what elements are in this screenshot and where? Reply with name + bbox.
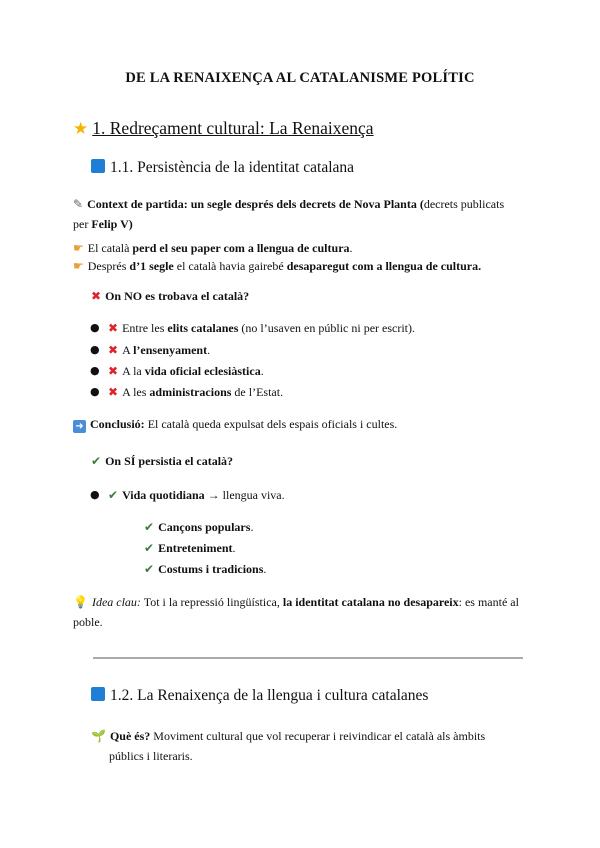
- section-1-heading-text: 1. Redreçament cultural: La Renaixença: [92, 118, 374, 138]
- item-pre: A les: [122, 385, 150, 399]
- tool-icon: ✎: [73, 197, 84, 211]
- cross-icon: ✖: [108, 343, 119, 357]
- subsection-1-1-heading-text: 1.1. Persistència de la identitat catalana: [110, 159, 355, 176]
- check-icon: ✔: [144, 541, 155, 555]
- point-1-bold: perd el seu paper com a llengua de cultura: [132, 241, 350, 255]
- where-yes-heading-text: On SÍ persistia el català?: [105, 454, 234, 468]
- subitem-period: .: [232, 541, 236, 555]
- context-paragraph: [73, 194, 533, 234]
- check-icon: ✔: [108, 488, 119, 502]
- bullet-icon: ●: [90, 364, 100, 377]
- cross-icon: ✖: [91, 289, 102, 303]
- key-idea-label: Idea clau:: [91, 595, 141, 609]
- subitem-text: Costums i tradicions: [158, 562, 264, 576]
- check-icon: ✔: [91, 454, 102, 468]
- cross-icon: ✖: [108, 364, 119, 378]
- document-title: DE LA RENAIXENÇA AL CATALANISME POLÍTIC: [125, 70, 475, 86]
- bullet-icon: ●: [90, 488, 100, 501]
- conclusion-label: Conclusió:: [90, 417, 145, 431]
- item-bold: l’ensenyament: [133, 343, 208, 357]
- cross-icon: ✖: [108, 385, 119, 399]
- item-pre: A: [122, 343, 134, 357]
- context-line2-pre: per: [73, 217, 92, 231]
- where-yes-heading: [91, 451, 233, 471]
- where-yes-subitem: [144, 538, 236, 558]
- point-1-pre: El català: [87, 241, 133, 255]
- subitem-text: Cançons populars: [158, 520, 251, 534]
- item-bold: administracions: [149, 385, 232, 399]
- subsection-1-1-heading: [91, 159, 354, 177]
- where-not-item: [108, 318, 415, 338]
- what-is-label: Què és?: [109, 729, 151, 743]
- point-1-post: .: [349, 241, 353, 255]
- where-yes-item: [108, 485, 285, 505]
- point-2-mid: el català havia gairebé: [173, 259, 287, 273]
- item-post: .: [260, 364, 264, 378]
- check-icon: ✔: [144, 520, 155, 534]
- horizontal-divider: [93, 657, 523, 659]
- where-not-heading-text: On NO es trobava el català?: [105, 289, 250, 303]
- what-is-paragraph: [91, 726, 529, 766]
- where-not-item: [108, 340, 210, 360]
- pointing-hand-icon: ☛: [73, 259, 84, 273]
- point-2-pre: Després: [87, 259, 130, 273]
- where-not-heading: [91, 286, 249, 306]
- conclusion-text: El català queda expulsat dels espais oficials i cultes.: [144, 417, 398, 431]
- key-idea-paragraph: [73, 592, 533, 632]
- what-is-text: Moviment cultural que vol recuperar i reivindicar el català als àmbits: [150, 729, 486, 743]
- check-icon: ✔: [144, 562, 155, 576]
- point-2-bold-2: desaparegut com a llengua de cultura.: [286, 259, 482, 273]
- what-is-line2: públics i literaris.: [109, 749, 193, 763]
- item-pre: Entre les: [122, 321, 168, 335]
- conclusion-paragraph: [73, 414, 397, 434]
- cross-icon: ✖: [108, 321, 119, 335]
- subitem-text: Entreteniment: [158, 541, 233, 555]
- key-idea-pre: Tot i la repressió lingüística,: [140, 595, 283, 609]
- point-2: [73, 256, 481, 276]
- bullet-icon: ●: [90, 321, 100, 334]
- blue-square-icon: [91, 159, 105, 173]
- seedling-icon: 🌱: [91, 729, 106, 743]
- section-1-heading: [73, 118, 374, 139]
- point-2-bold-1: d’1 segle: [129, 259, 174, 273]
- item-post: .: [207, 343, 211, 357]
- where-not-item: [108, 382, 283, 402]
- where-yes-subitem: [144, 517, 253, 537]
- where-yes-subitem: [144, 559, 266, 579]
- star-icon: ★: [73, 119, 89, 139]
- context-line2-bold: Felip V): [91, 217, 133, 231]
- context-normal: decrets publicats: [423, 197, 505, 211]
- arrow-right-icon: ➜: [73, 420, 86, 433]
- item-pre: A la: [122, 364, 145, 378]
- bulb-icon: 💡: [73, 595, 88, 609]
- item-post: de l’Estat.: [231, 385, 284, 399]
- subsection-1-2-heading: [91, 687, 428, 705]
- pointing-hand-icon: ☛: [73, 241, 84, 255]
- context-bold: Context de partida: un segle després dels decrets de Nova Planta (: [87, 197, 424, 211]
- where-not-item: [108, 361, 264, 381]
- item-bold: elits catalanes: [167, 321, 239, 335]
- subitem-period: .: [250, 520, 254, 534]
- subitem-period: .: [263, 562, 267, 576]
- key-idea-bold: la identitat catalana no desapareix: [282, 595, 459, 609]
- blue-square-icon: [91, 687, 105, 701]
- item-bold: vida oficial eclesiàstica: [144, 364, 261, 378]
- key-idea-line2: poble.: [73, 615, 103, 629]
- bullet-icon: ●: [90, 343, 100, 356]
- point-1: [73, 238, 353, 258]
- subsection-1-2-heading-text: 1.2. La Renaixença de la llengua i cultura catalanes: [110, 687, 429, 704]
- where-yes-item-bold: Vida quotidiana: [122, 488, 205, 502]
- item-post: (no l’usaven en públic ni per escrit).: [238, 321, 415, 335]
- key-idea-post: : es manté al: [458, 595, 519, 609]
- bullet-icon: ●: [90, 385, 100, 398]
- where-yes-item-post: → llengua viva.: [204, 488, 285, 502]
